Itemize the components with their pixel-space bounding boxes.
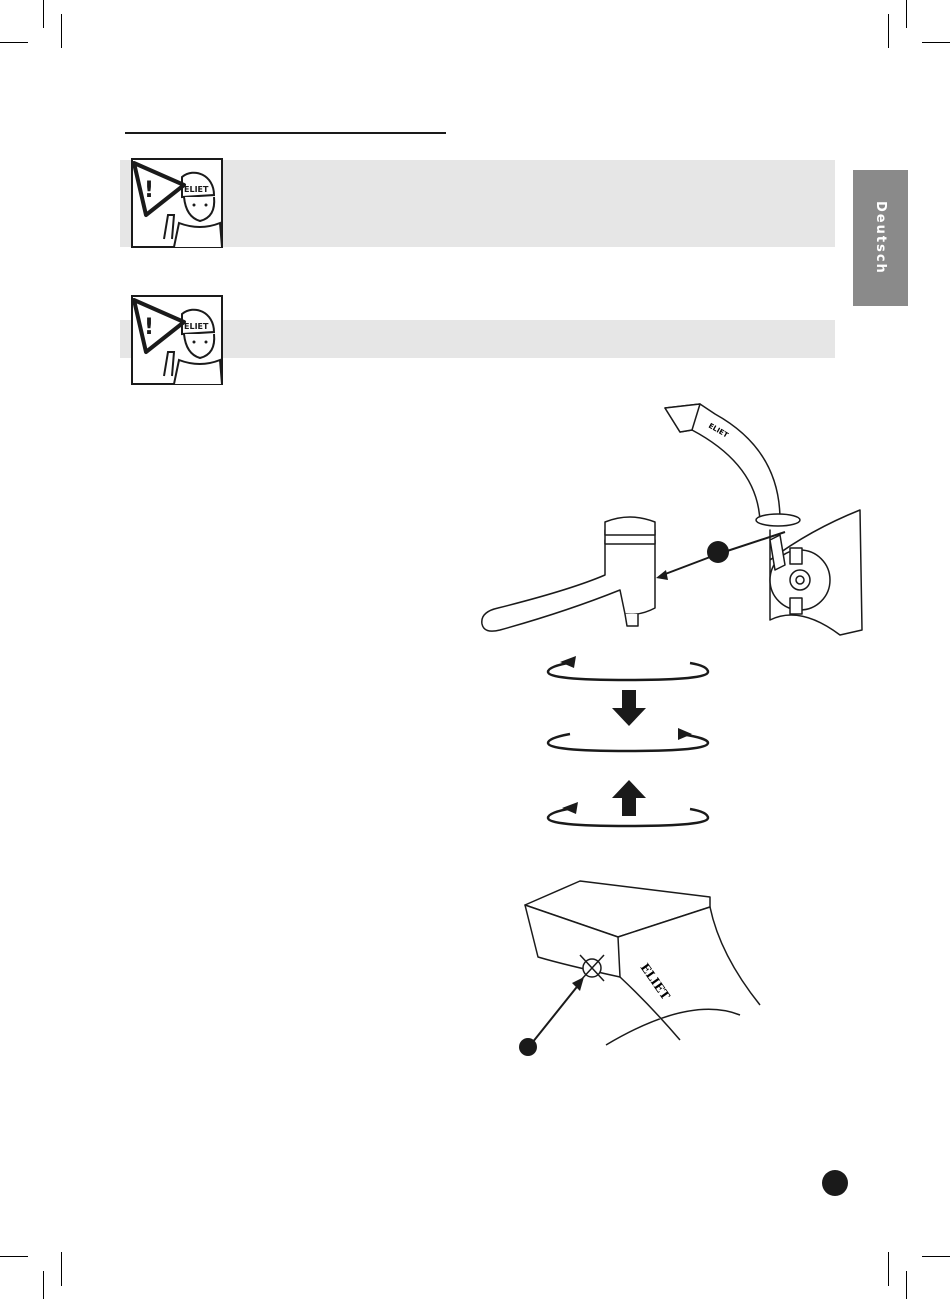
language-tab-label: Deutsch xyxy=(873,201,888,275)
rotation-instructions-diagram xyxy=(540,650,720,840)
callout-marker xyxy=(707,541,729,563)
arrow-down-icon xyxy=(612,690,646,726)
deflector-brand-label: ELIET xyxy=(637,960,673,1003)
section-title-rule xyxy=(125,132,446,134)
svg-text:!: ! xyxy=(144,178,155,203)
warning-box xyxy=(120,320,835,358)
rotate-arrowhead-icon xyxy=(562,802,578,814)
warning-figure-icon xyxy=(124,294,224,386)
discharge-chute-illustration xyxy=(470,390,870,650)
rotate-arrowhead-icon xyxy=(678,728,692,740)
rotate-arrowhead-icon xyxy=(560,656,576,668)
helmet-label: ELIET xyxy=(184,322,209,331)
warning-box xyxy=(120,160,835,247)
arrow-up-icon xyxy=(612,780,646,816)
chute-deflector-illustration xyxy=(510,875,770,1065)
warning-figure-icon xyxy=(124,157,224,249)
chute-brand-label: ELIET xyxy=(707,421,730,440)
svg-text:!: ! xyxy=(144,315,155,340)
page-number-badge xyxy=(822,1170,848,1196)
crank-handle-detail xyxy=(482,517,655,631)
callout-marker xyxy=(519,1038,537,1056)
helmet-label: ELIET xyxy=(184,185,209,194)
language-tab xyxy=(853,170,908,306)
